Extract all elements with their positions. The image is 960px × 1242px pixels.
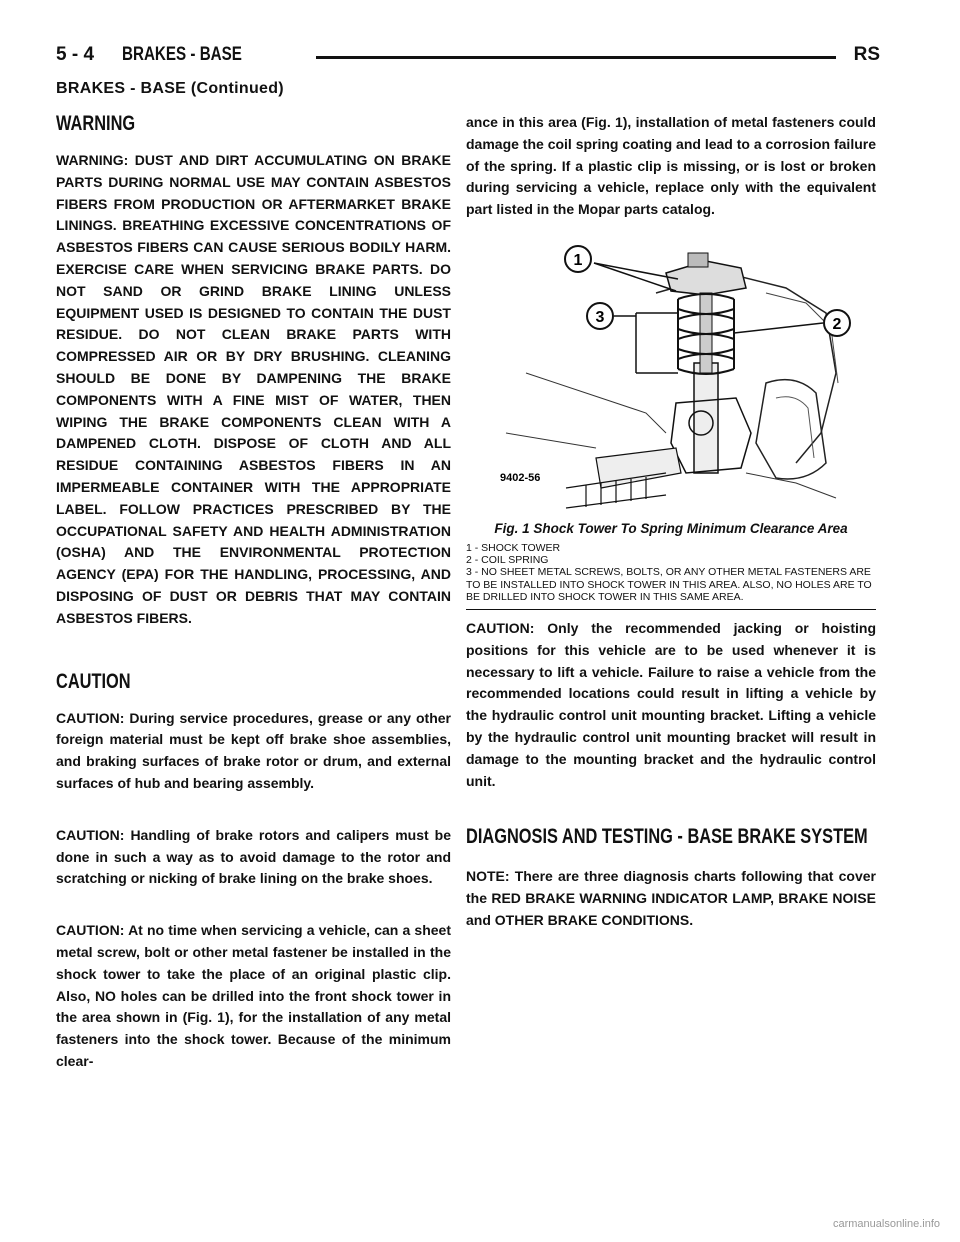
model-code: RS	[853, 44, 880, 65]
callout-2-label: 2	[832, 315, 842, 333]
figure-caption: Fig. 1 Shock Tower To Spring Minimum Clearance Area	[494, 520, 848, 536]
right-column	[466, 112, 876, 932]
header-rule	[316, 56, 836, 59]
figure-legend	[466, 542, 876, 603]
legend-item: 2 - COIL SPRING	[466, 554, 549, 567]
shock-tower-figure	[466, 233, 876, 513]
warning-text: WARNING: DUST AND DIRT ACCUMULATING ON BRAKE PARTS DURING NORMAL USE MAY CONTAIN ASBESTOS FIBERS FROM PRODUCTION OR AFTERMARKET BRAKE LININGS. BREATHING EXCESSIVE CONCENTRATIONS OF ASBESTOS FIBERS CAN CAUSE SERIOUS BODILY HARM. EXERCISE CARE WHEN SERVICING BRAKE PARTS. DO NOT SAND OR GRIND BRAKE LINING UNLESS EQUIPMENT USED IS DESIGNED TO CONTAIN THE DUST RESIDUE. DO NOT CLEAN BRAKE PARTS WITH COMPRESSED AIR OR BY DRY BRUSHING. CLEANING SHOULD BE DONE BY DAMPENING THE BRAKE COMPONENTS WITH A FINE MIST OF WATER, THEN WIPING THE BRAKE COMPONENTS CLEAN WITH A DAMPENED CLOTH. DISPOSE OF CLOTH AND ALL RESIDUE CONTAINING ASBESTOS FIBERS IN AN IMPERMEABLE CONTAINER WITH THE APPROPRIATE LABEL. FOLLOW PRACTICES PRESCRIBED BY THE OCCUPATIONAL SAFETY AND HEALTH ADMINISTRATION (OSHA) AND THE ENVIRONMENTAL PROTECTION AGENCY (EPA) FOR THE HANDLING, PROCESSING, AND DISPOSING OF DUST OR DEBRIS THAT MAY CONTAIN ASBESTOS FIBERS.	[56, 152, 451, 626]
diagnosis-heading: DIAGNOSIS AND TESTING - BASE BRAKE SYSTEM	[466, 825, 868, 849]
legend-item: 1 - SHOCK TOWER	[466, 541, 561, 554]
caution-paragraph-2: CAUTION: Handling of brake rotors and calipers must be done in such a way as to avoid damage to the rotor and scratching or nicking of brake lining on the brake shoes.	[56, 826, 451, 887]
section-title: BRAKES - BASE	[122, 44, 242, 65]
page-header	[56, 44, 880, 70]
caution-paragraph-1: CAUTION: During service procedures, grease or any other foreign material must be kept off brake shoe assemblies, and braking surfaces of brake rotor or drum, and external surfaces of hub and bearing assembly.	[56, 709, 451, 791]
legend-item: 3 - NO SHEET METAL SCREWS, BOLTS, OR ANY OTHER METAL FASTENERS ARE TO BE INSTALLED INTO SHOCK TOWER IN THIS AREA. ALSO, NO HOLES ARE TO BE DRILLED INTO SHOCK TOWER IN THIS SAME AREA.	[466, 566, 872, 603]
continued-title: BRAKES - BASE (Continued)	[56, 80, 284, 97]
page-number: 5 - 4	[56, 44, 95, 65]
caution-paragraph-4: CAUTION: Only the recommended jacking or hoisting positions for this vehicle are to be used whenever it is necessary to lift a vehicle. Failure to raise a vehicle from the recommended locations could result in lifting a vehicle by the hydraulic control unit mounting bracket. Lifting a vehicle by the hydraulic control unit mounting bracket will result in damage to the mounting bracket and the hydraulic control unit.	[466, 620, 876, 789]
figure-image-code: 9402-56	[500, 471, 541, 484]
legend-divider	[466, 609, 876, 610]
callout-1-label: 1	[573, 251, 583, 269]
caution-paragraph-3-continued: ance in this area (Fig. 1), installation of metal fasteners could damage the coil spring coating and lead to a corrosion failure of the spring. If a plastic clip is missing, or is lost or broken during servicing a vehicle, replace only with the equivalent part listed in the Mopar parts catalog.	[466, 114, 876, 218]
callout-3-label: 3	[595, 308, 605, 326]
watermark: carmanualsonline.info	[832, 1218, 940, 1230]
warning-heading: WARNING	[56, 112, 136, 135]
diagnosis-note: NOTE: There are three diagnosis charts following that cover the RED BRAKE WARNING INDICATOR LAMP, BRAKE NOISE and OTHER BRAKE CONDITIONS.	[466, 868, 876, 928]
shock-tower-illustration	[466, 233, 876, 513]
caution-heading: CAUTION	[56, 669, 131, 693]
caution-paragraph-3: CAUTION: At no time when servicing a vehicle, can a sheet metal screw, bolt or other metal fastener be installed in the shock tower to take the place of an original plastic clip. Also, NO holes can be drilled into the front shock tower in the area shown in (Fig. 1), for the installation of any metal fasteners into the shock tower. Because of the minimum clear-	[56, 922, 451, 1069]
left-column	[56, 112, 451, 1073]
